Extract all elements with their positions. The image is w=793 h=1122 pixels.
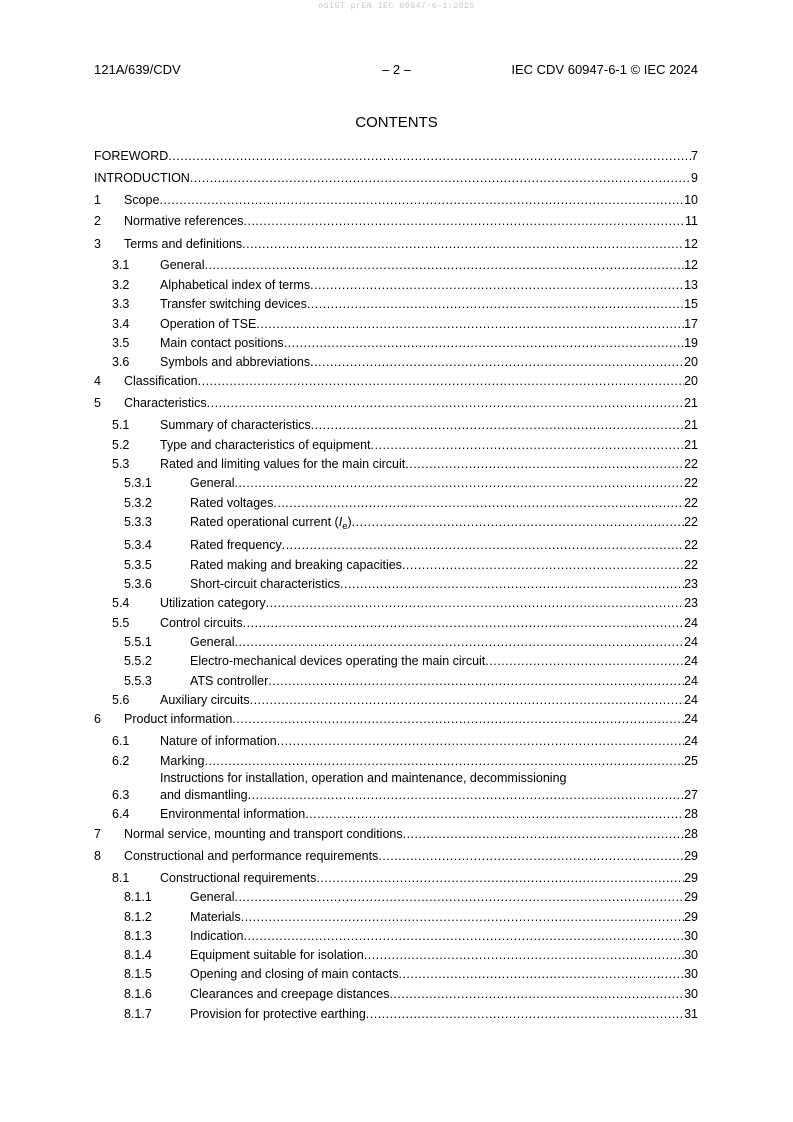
toc-entry[interactable] <box>94 615 698 631</box>
toc-entry-label: Main contact positions <box>160 336 284 350</box>
dot-leader <box>305 806 684 822</box>
toc-entry-page: 24 <box>684 616 698 630</box>
dot-leader <box>241 909 684 925</box>
toc-entry[interactable] <box>94 733 698 749</box>
dot-leader <box>311 417 684 433</box>
toc-entry-number: 5.4 <box>112 596 130 610</box>
toc-entry-page: 9 <box>691 171 698 185</box>
table-of-contents <box>94 0 698 1122</box>
toc-entry[interactable] <box>94 495 698 511</box>
toc-entry[interactable] <box>94 595 698 611</box>
toc-entry-number: 5.3.4 <box>124 538 152 552</box>
toc-entry-page: 7 <box>691 149 698 163</box>
toc-entry-label: Product information <box>124 712 233 726</box>
dot-leader <box>207 395 684 411</box>
toc-entry-number: 5.3.3 <box>124 515 152 529</box>
toc-entry-number: 8.1.1 <box>124 890 152 904</box>
toc-entry[interactable] <box>94 771 698 803</box>
toc-entry[interactable] <box>94 437 698 453</box>
toc-entry-page: 15 <box>684 297 698 311</box>
toc-entry-number: 8.1.4 <box>124 948 152 962</box>
toc-entry-label: General <box>190 635 235 649</box>
toc-entry[interactable] <box>94 335 698 351</box>
toc-entry[interactable] <box>94 213 698 229</box>
dot-leader <box>234 475 684 491</box>
toc-entry-page: 19 <box>684 336 698 350</box>
dot-leader <box>485 653 684 669</box>
toc-entry[interactable] <box>94 170 698 186</box>
toc-entry[interactable] <box>94 986 698 1002</box>
toc-entry-page: 28 <box>684 807 698 821</box>
toc-entry-label: Short-circuit characteristics <box>190 577 341 591</box>
toc-entry-page: 22 <box>684 496 698 510</box>
dot-leader <box>234 634 684 650</box>
toc-entry[interactable] <box>94 692 698 708</box>
dot-leader <box>316 870 684 886</box>
toc-entry[interactable] <box>94 373 698 389</box>
toc-entry-label: Type and characteristics of equipment <box>160 438 371 452</box>
toc-entry-number: 6.4 <box>112 807 130 821</box>
dot-leader <box>389 986 684 1002</box>
toc-entry-number: 5 <box>94 396 101 410</box>
toc-entry-number: 2 <box>94 214 101 228</box>
toc-entry-label: Nature of information <box>160 734 277 748</box>
dot-leader <box>402 557 684 573</box>
toc-entry-page: 22 <box>684 538 698 552</box>
toc-entry-number: 5.3.2 <box>124 496 152 510</box>
dot-leader <box>244 928 685 944</box>
dot-leader <box>159 192 684 208</box>
dot-leader <box>364 947 684 963</box>
toc-entry[interactable] <box>94 848 698 864</box>
dot-leader <box>190 170 691 186</box>
toc-entry-number: 5.5 <box>112 616 130 630</box>
toc-entry-number: 6.2 <box>112 754 130 768</box>
toc-entry-number: 3.6 <box>112 355 130 369</box>
toc-entry-label: Normal service, mounting and transport conditions <box>124 827 403 841</box>
toc-entry-label: Rated making and breaking capacities <box>190 558 402 572</box>
toc-entry-page: 11 <box>685 214 698 228</box>
toc-entry-page: 28 <box>684 827 698 841</box>
toc-entry-label: General <box>190 890 235 904</box>
toc-entry[interactable] <box>94 653 698 669</box>
toc-entry-number: 3.2 <box>112 278 130 292</box>
dot-leader <box>310 354 684 370</box>
toc-entry-label: and dismantling <box>160 788 248 802</box>
dot-leader <box>273 495 684 511</box>
toc-entry-number: 8.1 <box>112 871 130 885</box>
toc-entry[interactable] <box>94 966 698 982</box>
toc-entry[interactable] <box>94 806 698 822</box>
toc-entry-label: Marking <box>160 754 205 768</box>
toc-entry[interactable] <box>94 296 698 312</box>
toc-entry[interactable] <box>94 192 698 208</box>
dot-leader <box>378 848 684 864</box>
toc-entry-number: 3.5 <box>112 336 130 350</box>
toc-entry-page: 21 <box>684 396 698 410</box>
toc-entry-number: 8.1.6 <box>124 987 152 1001</box>
toc-entry-label: Auxiliary circuits <box>160 693 250 707</box>
toc-entry-label: Opening and closing of main contacts <box>190 967 399 981</box>
header-document-ref: 121A/639/CDV <box>94 62 181 77</box>
toc-entry-page: 22 <box>684 558 698 572</box>
subscript: e <box>342 521 348 532</box>
toc-entry-page: 24 <box>684 654 698 668</box>
toc-entry[interactable] <box>94 277 698 293</box>
dot-leader <box>204 753 684 769</box>
dot-leader <box>242 236 684 252</box>
toc-entry-label: Rated operational current $(I_e)$ <box>190 515 352 532</box>
toc-entry-label: Alphabetical index of terms <box>160 278 311 292</box>
toc-entry[interactable] <box>94 456 698 472</box>
toc-entry-label: Terms and definitions <box>124 237 243 251</box>
toc-entry-number: 3.4 <box>112 317 130 331</box>
toc-entry-number: 5.3.5 <box>124 558 152 572</box>
toc-entry-number: 5.2 <box>112 438 130 452</box>
toc-entry-page: 27 <box>684 788 698 802</box>
toc-entry-page: 30 <box>684 967 698 981</box>
toc-entry[interactable] <box>94 148 698 164</box>
dot-leader <box>204 257 684 273</box>
dot-leader <box>234 889 684 905</box>
dot-leader <box>250 692 684 708</box>
toc-entry-page: 22 <box>684 476 698 490</box>
toc-entry[interactable] <box>94 236 698 252</box>
toc-entry[interactable] <box>94 928 698 944</box>
toc-entry-page: 24 <box>684 734 698 748</box>
toc-entry-label: Scope <box>124 193 160 207</box>
toc-entry-number: 1 <box>94 193 101 207</box>
toc-entry-page: 24 <box>684 635 698 649</box>
toc-entry-label: ATS controller <box>190 674 269 688</box>
dot-leader <box>371 437 685 453</box>
toc-entry-number: 5.6 <box>112 693 130 707</box>
toc-entry-page: 24 <box>684 712 698 726</box>
toc-entry-label: INTRODUCTION <box>94 171 190 185</box>
dot-leader <box>366 1006 684 1022</box>
toc-entry-label: Constructional and performance requirements <box>124 849 379 863</box>
toc-entry-label: Equipment suitable for isolation <box>190 948 364 962</box>
toc-entry-label: Transfer switching devices <box>160 297 307 311</box>
toc-entry-label: Clearances and creepage distances <box>190 987 390 1001</box>
toc-entry[interactable] <box>94 576 698 592</box>
toc-entry-page: 22 <box>684 457 698 471</box>
toc-entry[interactable] <box>94 475 698 491</box>
toc-entry[interactable] <box>94 826 698 842</box>
toc-entry-label: Utilization category <box>160 596 266 610</box>
toc-entry-label: Environmental information <box>160 807 306 821</box>
toc-entry[interactable] <box>94 634 698 650</box>
toc-entry-page: 23 <box>684 596 698 610</box>
dot-leader <box>352 514 684 532</box>
toc-entry-number: 5.5.2 <box>124 654 152 668</box>
toc-entry-page: 30 <box>684 929 698 943</box>
toc-entry-page: 21 <box>684 438 698 452</box>
dot-leader <box>266 595 684 611</box>
toc-entry[interactable] <box>94 753 698 769</box>
toc-entry-number: 5.5.1 <box>124 635 152 649</box>
toc-entry-number: 5.3 <box>112 457 130 471</box>
toc-entry-page: 20 <box>684 374 698 388</box>
toc-entry-number: 6 <box>94 712 101 726</box>
toc-entry-page: 23 <box>684 577 698 591</box>
toc-entry-label: Provision for protective earthing <box>190 1007 366 1021</box>
toc-entry-page: 20 <box>684 355 698 369</box>
page-title: CONTENTS <box>355 114 438 131</box>
dot-leader <box>282 537 684 553</box>
toc-entry-page: 13 <box>684 278 698 292</box>
toc-entry-number: 5.3.1 <box>124 476 152 490</box>
dot-leader <box>277 733 684 749</box>
toc-entry[interactable] <box>94 417 698 433</box>
toc-entry-page: 29 <box>684 871 698 885</box>
toc-entry[interactable] <box>94 316 698 332</box>
dot-leader <box>232 711 684 727</box>
toc-entry-label: Operation of TSE <box>160 317 257 331</box>
toc-entry[interactable] <box>94 395 698 411</box>
toc-entry-label: Classification <box>124 374 198 388</box>
toc-entry-label: Constructional requirements <box>160 871 317 885</box>
toc-entry-number: 6.3 <box>112 788 130 802</box>
toc-entry-number: 4 <box>94 374 101 388</box>
toc-entry-label: Rated frequency <box>190 538 282 552</box>
toc-entry[interactable] <box>94 514 698 530</box>
toc-entry-page: 22 <box>684 515 698 529</box>
toc-entry[interactable] <box>94 354 698 370</box>
toc-entry-page: 10 <box>684 193 698 207</box>
toc-entry-label-line1: Instructions for installation, operation and maintenance, decommissioning <box>160 771 567 785</box>
toc-entry-label: Characteristics <box>124 396 207 410</box>
toc-entry-number: 7 <box>94 827 101 841</box>
toc-entry-label: Rated and limiting values for the main circuit <box>160 457 406 471</box>
toc-entry-number: 6.1 <box>112 734 130 748</box>
toc-entry-label: Indication <box>190 929 244 943</box>
toc-entry-page: 25 <box>684 754 698 768</box>
toc-entry-label: Control circuits <box>160 616 243 630</box>
toc-entry-label: Summary of characteristics <box>160 418 311 432</box>
dot-leader <box>340 576 684 592</box>
toc-entry-page: 30 <box>684 948 698 962</box>
toc-entry-number: 8.1.5 <box>124 967 152 981</box>
toc-entry-label: Rated voltages <box>190 496 274 510</box>
header-page-number: – 2 – <box>382 62 411 77</box>
toc-entry-page: 24 <box>684 674 698 688</box>
toc-entry-page: 29 <box>684 849 698 863</box>
header-standard-ref: IEC CDV 60947-6-1 © IEC 2024 <box>511 62 698 77</box>
toc-entry-page: 30 <box>684 987 698 1001</box>
toc-entry[interactable] <box>94 711 698 727</box>
toc-entry-page: 24 <box>684 693 698 707</box>
toc-entry-number: 3 <box>94 237 101 251</box>
toc-entry-number: 8.1.7 <box>124 1007 152 1021</box>
toc-entry-number: 8.1.3 <box>124 929 152 943</box>
toc-entry-number: 5.3.6 <box>124 577 152 591</box>
dot-leader <box>403 826 684 842</box>
dot-leader <box>284 335 684 351</box>
toc-entry[interactable] <box>94 870 698 886</box>
toc-entry-label: Electro-mechanical devices operating the main circuit <box>190 654 486 668</box>
dot-leader <box>198 373 684 389</box>
dot-leader <box>310 277 684 293</box>
toc-entry-label: Normative references <box>124 214 244 228</box>
toc-entry-page: 17 <box>684 317 698 331</box>
toc-entry-label: General <box>160 258 205 272</box>
toc-entry-label: General <box>190 476 235 490</box>
dot-leader <box>256 316 684 332</box>
toc-entry-page: 29 <box>684 910 698 924</box>
toc-entry-number: 3.1 <box>112 258 130 272</box>
toc-entry[interactable] <box>94 1006 698 1022</box>
toc-entry-page: 31 <box>684 1007 698 1021</box>
toc-entry-page: 12 <box>684 258 698 272</box>
toc-entry-label: FOREWORD <box>94 149 169 163</box>
toc-entry-label: Materials <box>190 910 241 924</box>
toc-entry[interactable] <box>94 673 698 689</box>
toc-entry-page: 29 <box>684 890 698 904</box>
toc-entry[interactable] <box>94 537 698 553</box>
toc-entry-number: 8 <box>94 849 101 863</box>
dot-leader <box>243 615 684 631</box>
dot-leader <box>307 296 684 312</box>
dot-leader <box>405 456 684 472</box>
toc-entry-page: 21 <box>684 418 698 432</box>
toc-entry[interactable] <box>94 557 698 573</box>
toc-entry[interactable] <box>94 909 698 925</box>
italic-symbol: I <box>338 515 343 529</box>
dot-leader <box>398 966 684 982</box>
toc-entry[interactable] <box>94 889 698 905</box>
toc-entry-page: 12 <box>684 237 698 251</box>
toc-entry-label: Symbols and abbreviations <box>160 355 311 369</box>
toc-entry-number: 5.1 <box>112 418 130 432</box>
toc-entry[interactable] <box>94 257 698 273</box>
toc-entry-number: 3.3 <box>112 297 130 311</box>
dot-leader <box>244 213 686 229</box>
toc-entry-number: 8.1.2 <box>124 910 152 924</box>
dot-leader <box>168 148 691 164</box>
toc-entry-number: 5.5.3 <box>124 674 152 688</box>
watermark: oSIST prEN IEC 60947-6-1:2025 <box>318 1 475 11</box>
toc-entry[interactable] <box>94 947 698 963</box>
dot-leader <box>248 787 685 803</box>
dot-leader <box>268 673 684 689</box>
